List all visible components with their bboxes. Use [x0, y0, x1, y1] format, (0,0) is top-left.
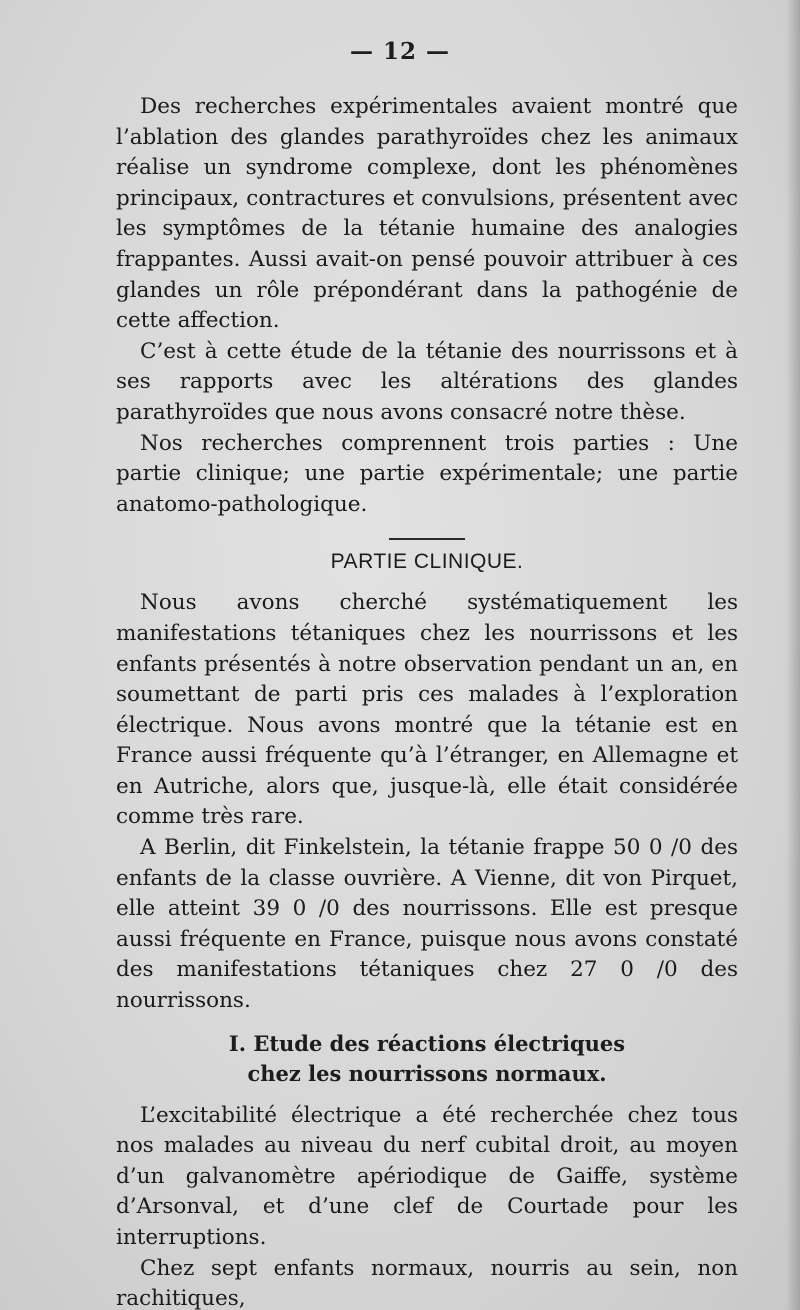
- paragraph-intro-3: Nos recherches comprennent trois parties : Une partie clinique; une partie expérimentale; une partie anatomo-pathologique.: [116, 430, 738, 517]
- page-number: — 12 —: [349, 38, 451, 65]
- paragraph-clinique-2: A Berlin, dit Finkelstein, la tétanie frappe 50 0 /0 des enfants de la classe ouvrière. A Vienne, dit von Pirquet, elle atteint 39 0 /0 des nourrissons. Elle est presque aussi fréquente en France, puisque nous avons constaté des manifestations tétaniques chez 27 0 /0 des nourrissons.: [116, 835, 738, 1014]
- paragraph-intro-1: Des recherches expérimentales avaient montré que l’ablation des glandes parathyroïdes chez les animaux réalise un syndrome complexe, dont les phénomènes principaux, contractures et convulsions, présentent avec les symptômes de la tétanie humaine des analogies frappantes. Aussi avait-on pensé pouvoir attribuer à ces glandes un rôle prépondérant dans la pathogénie de cette affection.: [116, 94, 738, 334]
- subsection-heading-line-1: I. Etude des réactions électriques: [228, 1030, 626, 1056]
- subsection-heading: [116, 1029, 738, 1089]
- paragraph-etude-1: L’excitabilité électrique a été recherchée chez tous nos malades au niveau du nerf cubital droit, au moyen d’un galvanomètre apériodique de Gaiffe, système d’Arsonval, et d’une clef de Courtade pour les interruptions.: [116, 1102, 738, 1250]
- page-edge-shadow: [786, 0, 800, 1310]
- section-heading: PARTIE CLINIQUE.: [330, 550, 524, 574]
- paragraph-intro-2: C’est à cette étude de la tétanie des nourrissons et à ses rapports avec les altérations des glandes parathyroïdes que nous avons consacré notre thèse.: [116, 338, 738, 425]
- page-body: [116, 92, 738, 1310]
- subsection-heading-line-2: chez les nourrissons normaux.: [247, 1060, 607, 1086]
- paragraph-clinique-1: Nous avons cherché systématiquement les manifestations tétaniques chez les nourrissons et les enfants présentés à notre observation pendant un an, en soumettant de parti pris ces malades à l’exploration électrique. Nous avons montré que la tétanie est en France aussi fréquente qu’à l’étranger, en Allemagne et en Autriche, alors que, jusque-là, elle était considérée comme très rare.: [116, 590, 738, 830]
- section-divider: [389, 538, 465, 540]
- paragraph-etude-2: Chez sept enfants normaux, nourris au sein, non rachitiques,: [116, 1255, 738, 1310]
